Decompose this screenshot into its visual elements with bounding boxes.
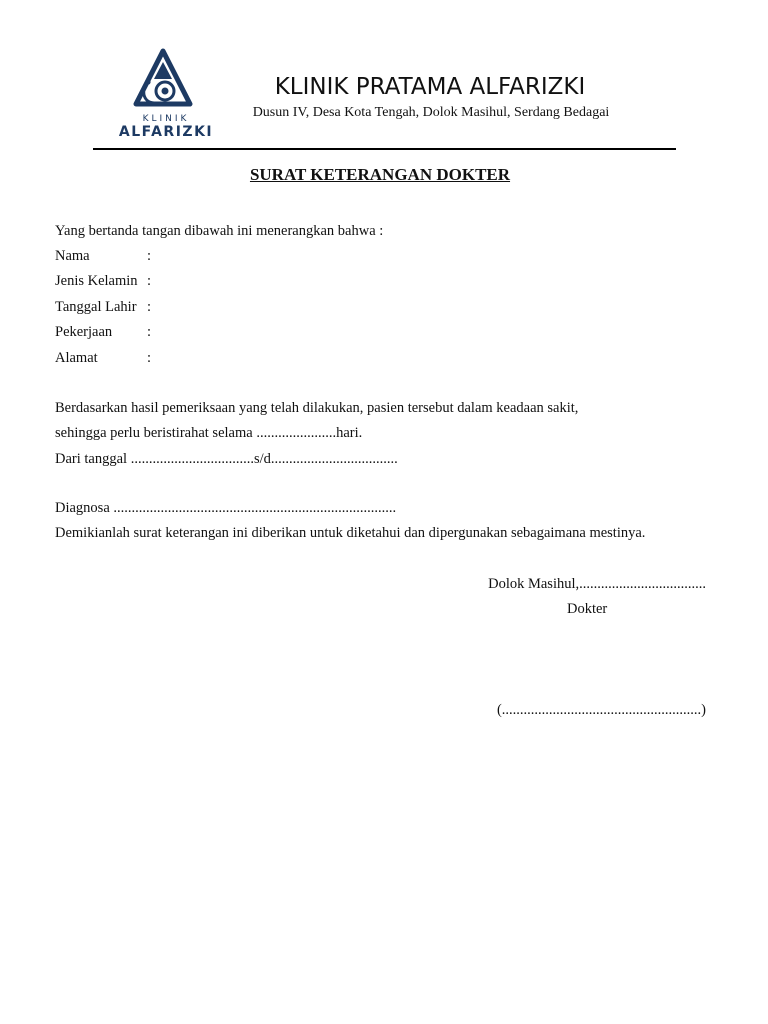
closing-statement: Demikianlah surat keterangan ini diberikan untuk diketahui dan dipergunakan sebagaimana mestinya. [55,525,646,541]
exam-result-line-2: sehingga perlu beristirahat selama ......................hari. [55,425,363,441]
field-colon-nama: : [147,248,152,264]
clinic-logo-emblem-icon [132,48,194,114]
field-label-pekerjaan: Pekerjaan [55,324,113,340]
field-colon-jenis-kelamin: : [147,273,152,289]
logo-name-text: ALFARIZKI [118,124,214,140]
signature-place-date: Dolok Masihul,................................... [488,576,706,592]
clinic-address: Dusun IV, Desa Kota Tengah, Dolok Masihul, Serdang Bedagai [252,105,610,120]
letterhead-divider [93,148,676,150]
field-label-nama: Nama [55,248,90,264]
signature-name-placeholder: (.......................................................) [496,702,706,718]
exam-result-line-1: Berdasarkan hasil pemeriksaan yang telah dilakukan, pasien tersebut dalam keadaan sakit, [55,400,579,416]
clinic-name: KLINIK PRATAMA ALFARIZKI [274,74,586,100]
rest-date-range: Dari tanggal ..................................s/d................................... [55,451,398,467]
field-colon-alamat: : [147,350,152,366]
intro-text: Yang bertanda tangan dibawah ini menerangkan bahwa : [55,223,384,239]
field-label-tanggal-lahir: Tanggal Lahir [55,299,137,315]
field-colon-pekerjaan: : [147,324,152,340]
diagnosis-line: Diagnosa .............................................................................. [55,500,397,516]
clinic-logo [114,48,218,140]
logo-small-text: KLINIK [142,114,190,124]
field-colon-tanggal-lahir: : [147,299,152,315]
signature-role: Dokter [567,601,608,617]
document-title: SURAT KETERANGAN DOKTER [249,165,511,184]
field-label-jenis-kelamin: Jenis Kelamin [55,273,138,289]
field-label-alamat: Alamat [55,350,98,366]
